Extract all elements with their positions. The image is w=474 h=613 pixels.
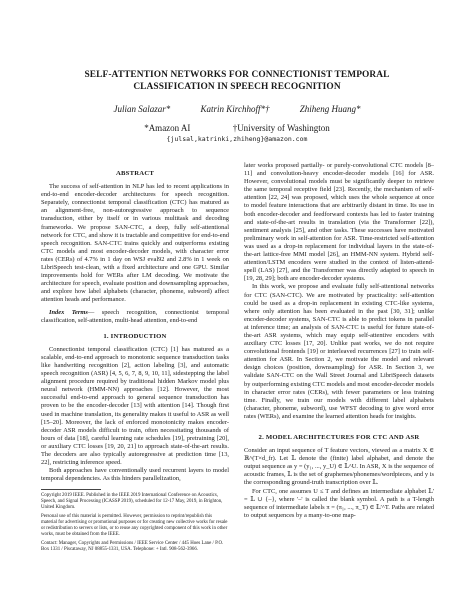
- intro-paragraph-1: Connectionist temporal classification (CTC) [1] has matured as a scalable, end-to-end approach to monotonic sequence transduction tasks like handwriting recognition [2], action labeling [3], and automatic speech recognition (ASR) [4, 5, 6, 7, 8, 9, 10, 11], sidestepping the label alignment procedure required by traditional hidden Markov model plus neural network (HMM-NN) approaches [12]. However, the most successful end-to-end approach to general sequence transduction has proven to be the encoder-decoder [13] with attention [14]. Though first used in machine translation, its generality makes it useful to ASR as well [15–20]. Moreover, the lack of enforced monotonicity makes encoder-decoder ASR models difficult to train, often necessitating thousands of hours of data [18], careful learning rate schedules [19], pretraining [20], or auxiliary CTC losses [19, 20, 21] to approach state-of-the-art results. The decoders are also typically autoregressive at prediction time [13, 22], restricting inference speed.: [41, 345, 229, 467]
- index-terms-label: Index Terms: [49, 308, 88, 316]
- footnote-permission: Personal use of this material is permitted. However, permission to reprint/republish this material for advertising or promotional purposes or for creating new collective works for resale or redistribution to servers or lists, or to reuse any copyrighted component of this work in other works, must be obtained from the IEEE.: [41, 514, 228, 538]
- abstract-heading: ABSTRACT: [115, 170, 155, 177]
- section-2-paragraph-2: For CTC, one assumes U ≤ T and defines an intermediate alphabet 𝕃′ = 𝕃 ∪ {–}, where '–' is called the blank symbol. A path is a T-length sequence of intermediate labels π = (π₁, ..., π_T) ∈ 𝕃′^T. Paths are related to output sequences by a many-to-one map-: [244, 487, 434, 519]
- author-list: [40, 103, 434, 115]
- title-line-2: CLASSIFICATION IN SPEECH RECOGNITION: [133, 81, 341, 92]
- paper-title: [40, 70, 434, 93]
- author-1: Julian Salazar*: [113, 104, 171, 114]
- index-terms: [41, 309, 229, 325]
- index-terms-text: — speech recognition, connectionist temporal classification, self-attention, multi-head attention, end-to-end: [41, 308, 229, 324]
- section-2-heading: 2. MODEL ARCHITECTURES FOR CTC AND ASR: [258, 434, 420, 441]
- footnote-divider: [41, 489, 101, 490]
- left-column: [41, 162, 229, 556]
- author-email: {julsal,katrinki,zhiheng}@amazon.com: [166, 135, 308, 143]
- author-2: Katrin Kirchhoff*†: [200, 104, 270, 114]
- intro-heading: 1. INTRODUCTION: [103, 332, 167, 340]
- title-line-1: SELF-ATTENTION NETWORKS FOR CONNECTIONIST TEMPORAL: [84, 70, 390, 80]
- right-column: [244, 162, 434, 520]
- abstract-text: The success of self-attention in NLP has led to recent applications in end-to-end encoder-decoder architectures for speech recognition. Separately, connectionist temporal classification (CTC) has matured as an alignment-free, non-autoregressive approach to sequence transduction, either by itself or in various multitask and decoding frameworks. We propose SAN-CTC, a deep, fully self-attentional network for CTC, and show it is tractable and competitive for end-to-end speech recognition. SAN-CTC trains quickly and outperforms existing CTC models and most encoder-decoder models, with character error rates (CERs) of 4.7% in 1 day on WSJ eval92 and 2.8% in 1 week on LibriSpeech test-clean, with a fixed architecture and one GPU. Similar improvements hold for WERs after LM decoding. We motivate the architecture for speech, evaluate position and downsampling approaches, and explore how label alphabets (character, phoneme, subword) affect attention heads and performance.: [41, 183, 229, 304]
- author-3: Zhiheng Huang*: [299, 104, 361, 114]
- right-paragraph-1: later works proposed partially- or purely-convolutional CTC models [8–11] and convolution-heavy encoder-decoder models [16] for ASR. However, convolutional models must be significantly deeper to retrieve the same temporal receptive field [23]. Recently, the mechanism of self-attention [22, 24] was proposed, which uses the whole sequence at once to model feature interactions that are arbitrarily distant in time. Its use in both encoder-decoder and feedforward contexts has led to faster training and state-of-the-art results in translation (via the Transformer [22]), sentiment analysis [25], and other tasks. These successes have motivated preliminary work in self-attention for ASR. Time-restricted self-attention was used as a drop-in replacement for individual layers in the state-of-the-art lattice-free MMI model [26], an HMM-NN system. Hybrid self-attention/LSTM encoders were studied in the context of listen-attend-spell (LAS) [27], and the Transformer was directly adapted to speech in [19, 28, 29]; both are encoder-decoder systems.: [244, 162, 434, 283]
- right-paragraph-2: In this work, we propose and evaluate fully self-attentional networks for CTC (SAN-CTC). We are motivated by practicality: self-attention could be used as a drop-in replacement in existing CTC-like systems, where only attention has been evaluated in the past [30, 31]; unlike encoder-decoder systems, SAN-CTC is able to predict tokens in parallel at inference time; an analysis of SAN-CTC is useful for future state-of-the-art ASR systems, which may equip self-attentive encoders with auxiliary CTC losses [17, 20]. Unlike past works, we do not require convolutional frontends [19] or interleaved recurrences [27] to train self-attention for ASR. In Section 2, we motivate the model and relevant design choices (position, downsampling) for ASR. In Section 3, we validate SAN-CTC on the Wall Street Journal and LibriSpeech datasets by outperforming existing CTC models and most encoder-decoder models in character error rates (CERs), with fewer parameters or less training time. Finally, we train our models with different label alphabets (character, phoneme, subword), use WFST decoding to give word error rates (WERs), and examine the learned attention heads for insights.: [244, 283, 434, 420]
- footnote-copyright: Copyright 2019 IEEE. Published in the IEEE 2019 International Conference on Acoustics, Speech, and Signal Processing (ICASSP 2019), scheduled for 12-17 May, 2019, in Brighton, United Kingdom.: [41, 493, 223, 511]
- affiliation-2: †University of Washington: [232, 123, 330, 133]
- intro-paragraph-2: Both approaches have conventionally used recurrent layers to model temporal dependencies. As this hinders parallelization,: [41, 467, 229, 483]
- affiliation-list: [40, 123, 434, 134]
- section-2-paragraph-1: Consider an input sequence of T feature vectors, viewed as a matrix X ∈ ℝ^(T×d_fr). Let 𝕃 denote the (finite) label alphabet, and denote the output sequence as y = (y₁, ..., y_U) ∈ 𝕃^U. In ASR, X is the sequence of acoustic frames, 𝕃 is the set of graphemes/phonemes/wordpieces, and y is the corresponding ground-truth transcription over 𝕃.: [244, 447, 434, 487]
- footnote-contact: Contact: Manager, Copyrights and Permissions / IEEE Service Center / 445 Hoes Lane / P.O. Box 1331 / Piscataway, NJ 08855-1331, USA. Telephone: + Intl. 908-562-3966.: [41, 541, 224, 553]
- affiliation-1: *Amazon AI: [144, 123, 191, 133]
